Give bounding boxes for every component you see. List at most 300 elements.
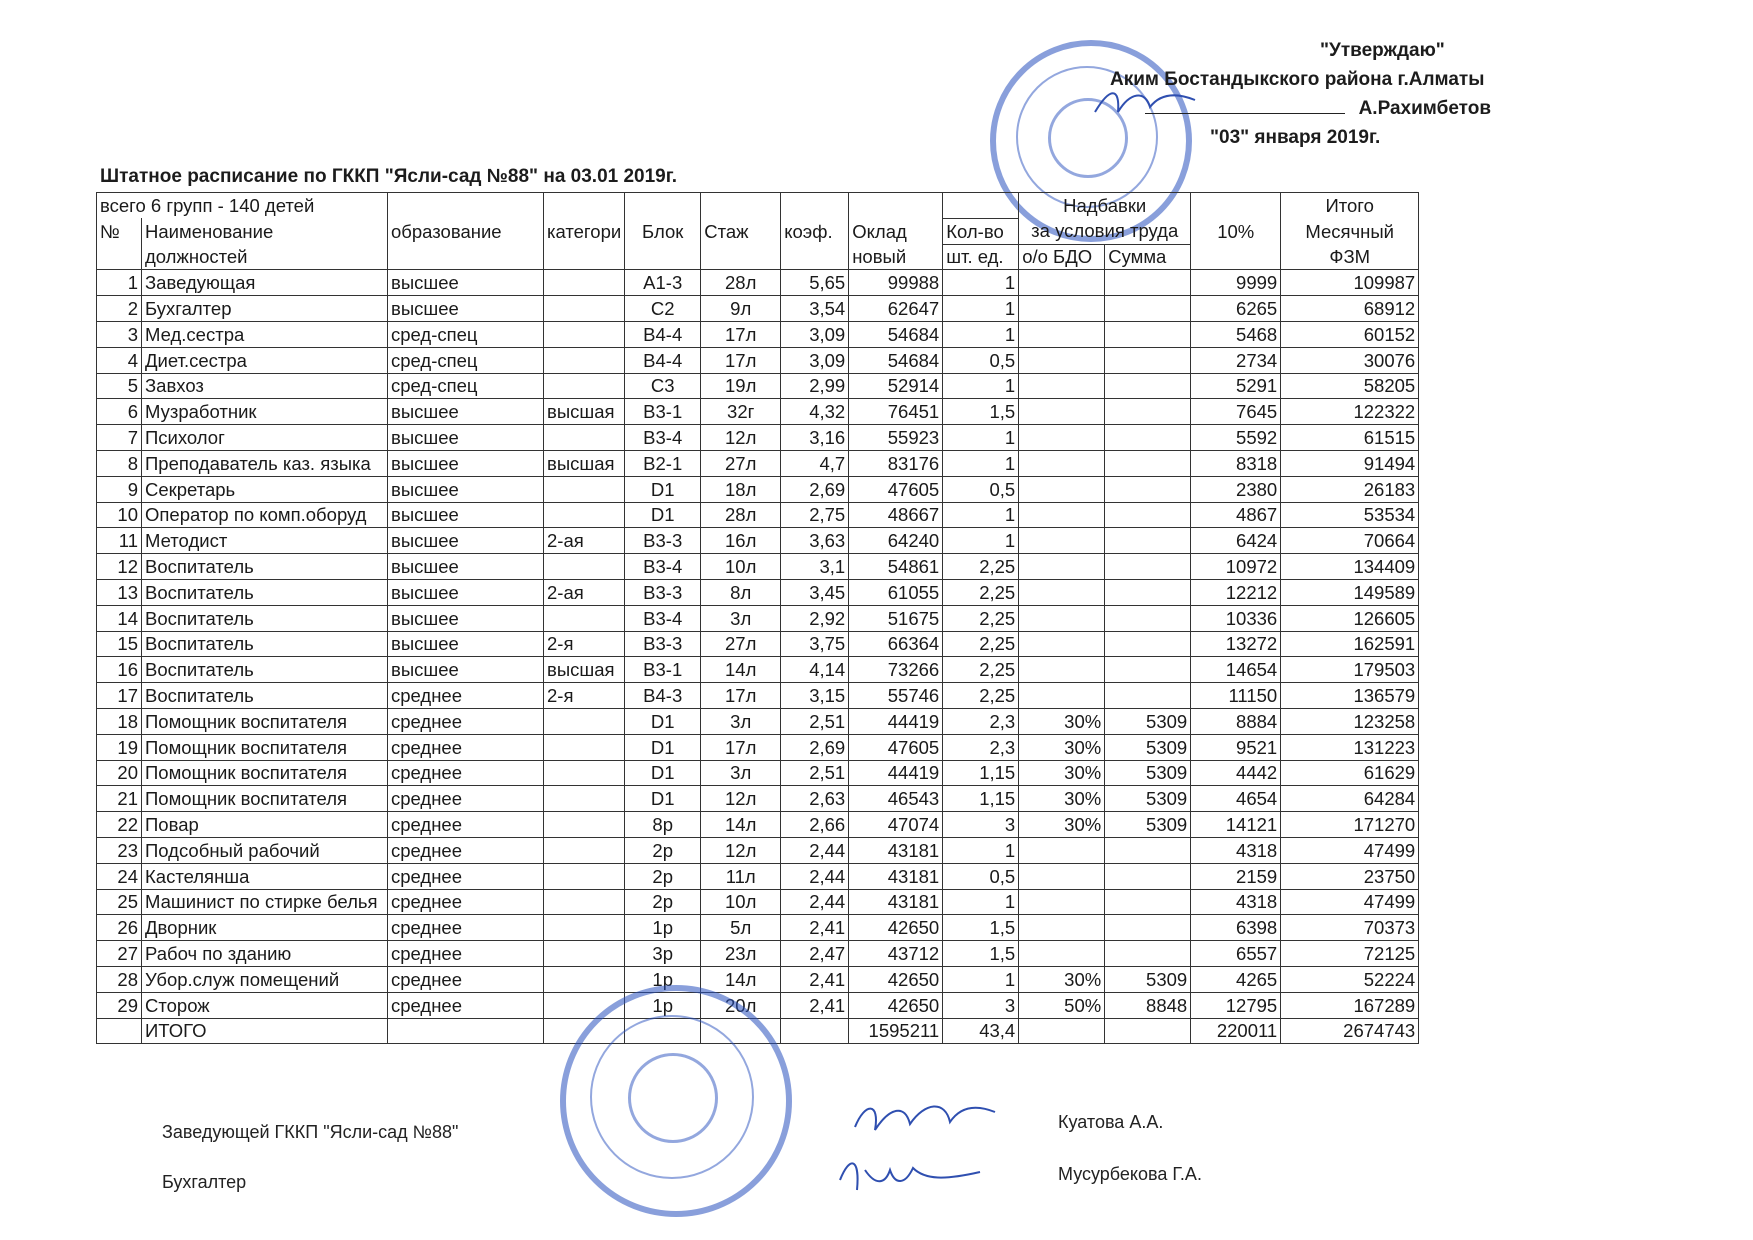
header-number: № — [97, 218, 142, 244]
education: среднее — [388, 863, 544, 889]
monthly-total: 109987 — [1281, 270, 1419, 296]
ten-percent: 12212 — [1191, 579, 1281, 605]
allowance-sum: 5309 — [1105, 812, 1191, 838]
monthly-total: 91494 — [1281, 450, 1419, 476]
coefficient: 4,7 — [781, 450, 849, 476]
block: В3-3 — [625, 631, 701, 657]
accountant-signature — [835, 1150, 985, 1200]
coefficient: 2,69 — [781, 476, 849, 502]
salary: 42650 — [849, 992, 943, 1018]
allowance-sum — [1105, 425, 1191, 451]
position-name: Воспитатель — [142, 605, 388, 631]
staff-count: 1 — [943, 425, 1019, 451]
allowance-pct — [1019, 554, 1105, 580]
monthly-total: 47499 — [1281, 889, 1419, 915]
allowance-pct — [1019, 270, 1105, 296]
education: среднее — [388, 812, 544, 838]
header-10pct: 10% — [1191, 218, 1281, 244]
table-row — [97, 399, 1419, 425]
allowance-pct — [1019, 347, 1105, 373]
staff-count: 2,25 — [943, 657, 1019, 683]
allowance-pct — [1019, 889, 1105, 915]
salary: 76451 — [849, 399, 943, 425]
category — [544, 321, 625, 347]
ten-percent: 5291 — [1191, 373, 1281, 399]
salary: 55923 — [849, 425, 943, 451]
allowance-sum — [1105, 837, 1191, 863]
salary: 43181 — [849, 837, 943, 863]
allowance-sum — [1105, 579, 1191, 605]
education: высшее — [388, 554, 544, 580]
monthly-total: 167289 — [1281, 992, 1419, 1018]
row-number: 28 — [97, 966, 142, 992]
position-name: Воспитатель — [142, 657, 388, 683]
allowance-sum — [1105, 863, 1191, 889]
staff-count: 1 — [943, 837, 1019, 863]
header-name: Наименование — [142, 218, 388, 244]
row-number: 14 — [97, 605, 142, 631]
block: В4-3 — [625, 683, 701, 709]
table-body — [97, 270, 1419, 1018]
position-name: Преподаватель каз. языка — [142, 450, 388, 476]
allowance-pct: 30% — [1019, 734, 1105, 760]
allowance-pct: 30% — [1019, 786, 1105, 812]
table-row — [97, 966, 1419, 992]
education: среднее — [388, 683, 544, 709]
header-name-line2: должностей — [142, 244, 388, 270]
coefficient: 2,51 — [781, 760, 849, 786]
table-row — [97, 889, 1419, 915]
allowance-pct — [1019, 502, 1105, 528]
row-number: 6 — [97, 399, 142, 425]
education: среднее — [388, 915, 544, 941]
staff-count: 2,25 — [943, 554, 1019, 580]
header-total-line3: ФЗМ — [1281, 244, 1419, 270]
experience: 28л — [701, 270, 781, 296]
header-allowance-sum: Сумма — [1105, 244, 1191, 270]
table-row — [97, 657, 1419, 683]
position-name: Кастелянша — [142, 863, 388, 889]
position-name: Повар — [142, 812, 388, 838]
experience: 14л — [701, 966, 781, 992]
experience: 17л — [701, 347, 781, 373]
salary: 43181 — [849, 889, 943, 915]
category — [544, 734, 625, 760]
header-row-2 — [97, 218, 1419, 244]
salary: 54684 — [849, 321, 943, 347]
category — [544, 708, 625, 734]
monthly-total: 171270 — [1281, 812, 1419, 838]
footer-accountant-title: Бухгалтер — [162, 1172, 247, 1192]
experience: 27л — [701, 450, 781, 476]
experience: 32г — [701, 399, 781, 425]
coefficient: 2,44 — [781, 889, 849, 915]
ten-percent: 5592 — [1191, 425, 1281, 451]
row-number: 26 — [97, 915, 142, 941]
ten-percent: 6424 — [1191, 528, 1281, 554]
table-row — [97, 786, 1419, 812]
staff-count: 2,25 — [943, 579, 1019, 605]
ten-percent: 5468 — [1191, 321, 1281, 347]
table-row — [97, 631, 1419, 657]
row-number: 4 — [97, 347, 142, 373]
monthly-total: 64284 — [1281, 786, 1419, 812]
coefficient: 2,99 — [781, 373, 849, 399]
row-number: 24 — [97, 863, 142, 889]
allowance-pct — [1019, 399, 1105, 425]
education: высшее — [388, 425, 544, 451]
monthly-total: 47499 — [1281, 837, 1419, 863]
education: высшее — [388, 657, 544, 683]
staff-count: 0,5 — [943, 476, 1019, 502]
monthly-total: 123258 — [1281, 708, 1419, 734]
row-number: 18 — [97, 708, 142, 734]
row-number: 20 — [97, 760, 142, 786]
experience: 16л — [701, 528, 781, 554]
salary: 46543 — [849, 786, 943, 812]
block: В3-4 — [625, 425, 701, 451]
block: В2-1 — [625, 450, 701, 476]
experience: 23л — [701, 941, 781, 967]
experience: 11л — [701, 863, 781, 889]
category — [544, 373, 625, 399]
experience: 27л — [701, 631, 781, 657]
ten-percent: 7645 — [1191, 399, 1281, 425]
monthly-total: 72125 — [1281, 941, 1419, 967]
education: среднее — [388, 837, 544, 863]
experience: 14л — [701, 657, 781, 683]
block: D1 — [625, 502, 701, 528]
row-number: 8 — [97, 450, 142, 476]
head-signature — [850, 1092, 1000, 1142]
salary: 42650 — [849, 966, 943, 992]
position-name: Диет.сестра — [142, 347, 388, 373]
category: высшая — [544, 399, 625, 425]
row-number: 19 — [97, 734, 142, 760]
allowance-sum: 5309 — [1105, 966, 1191, 992]
row-number: 11 — [97, 528, 142, 554]
allowance-pct — [1019, 941, 1105, 967]
row-number: 10 — [97, 502, 142, 528]
education: среднее — [388, 992, 544, 1018]
coefficient: 2,66 — [781, 812, 849, 838]
allowance-sum — [1105, 657, 1191, 683]
monthly-total: 70373 — [1281, 915, 1419, 941]
block: 2р — [625, 889, 701, 915]
monthly-total: 70664 — [1281, 528, 1419, 554]
block: В3-4 — [625, 605, 701, 631]
category: 2-я — [544, 683, 625, 709]
header-salary-line2: новый — [849, 244, 943, 270]
allowance-pct — [1019, 373, 1105, 399]
allowance-sum — [1105, 399, 1191, 425]
staff-count: 1 — [943, 889, 1019, 915]
approval-line1: "Утверждаю" — [1320, 40, 1445, 61]
allowance-pct — [1019, 863, 1105, 889]
allowance-sum — [1105, 270, 1191, 296]
staff-count: 1,5 — [943, 941, 1019, 967]
row-number: 1 — [97, 270, 142, 296]
coefficient: 3,16 — [781, 425, 849, 451]
coefficient: 2,92 — [781, 605, 849, 631]
allowance-sum — [1105, 554, 1191, 580]
ten-percent: 10972 — [1191, 554, 1281, 580]
ten-percent: 12795 — [1191, 992, 1281, 1018]
education: сред-спец — [388, 347, 544, 373]
ten-percent: 8318 — [1191, 450, 1281, 476]
coefficient: 2,69 — [781, 734, 849, 760]
header-salary: Оклад — [849, 218, 943, 244]
allowance-sum — [1105, 915, 1191, 941]
education: высшее — [388, 296, 544, 322]
ten-percent: 4867 — [1191, 502, 1281, 528]
category: высшая — [544, 657, 625, 683]
position-name: Сторож — [142, 992, 388, 1018]
position-name: Убор.служ помещений — [142, 966, 388, 992]
row-number: 2 — [97, 296, 142, 322]
coefficient: 2,44 — [781, 863, 849, 889]
table-row — [97, 863, 1419, 889]
row-number: 25 — [97, 889, 142, 915]
category — [544, 786, 625, 812]
category — [544, 554, 625, 580]
header-row-1 — [97, 193, 1419, 219]
category — [544, 425, 625, 451]
position-name: Оператор по комп.оборуд — [142, 502, 388, 528]
monthly-total: 134409 — [1281, 554, 1419, 580]
staff-count: 1 — [943, 296, 1019, 322]
block: D1 — [625, 708, 701, 734]
table-row — [97, 708, 1419, 734]
block: В3-3 — [625, 528, 701, 554]
table-row — [97, 579, 1419, 605]
coefficient: 2,41 — [781, 966, 849, 992]
row-number: 17 — [97, 683, 142, 709]
row-number: 7 — [97, 425, 142, 451]
coefficient: 3,09 — [781, 347, 849, 373]
allowance-sum — [1105, 296, 1191, 322]
monthly-total: 26183 — [1281, 476, 1419, 502]
block: В3-1 — [625, 399, 701, 425]
salary: 83176 — [849, 450, 943, 476]
coefficient: 3,45 — [781, 579, 849, 605]
monthly-total: 52224 — [1281, 966, 1419, 992]
staff-count: 1 — [943, 321, 1019, 347]
table-row — [97, 270, 1419, 296]
table-row — [97, 476, 1419, 502]
allowance-pct — [1019, 476, 1105, 502]
block: 1р — [625, 966, 701, 992]
allowance-sum: 5309 — [1105, 708, 1191, 734]
education: среднее — [388, 786, 544, 812]
position-name: Дворник — [142, 915, 388, 941]
monthly-total: 23750 — [1281, 863, 1419, 889]
education: высшее — [388, 631, 544, 657]
allowance-pct — [1019, 528, 1105, 554]
salary: 47605 — [849, 476, 943, 502]
coefficient: 2,41 — [781, 915, 849, 941]
table-row — [97, 502, 1419, 528]
table-row — [97, 554, 1419, 580]
header-coef: коэф. — [781, 218, 849, 244]
ten-percent: 10336 — [1191, 605, 1281, 631]
staff-count: 2,3 — [943, 734, 1019, 760]
staff-count: 1 — [943, 966, 1019, 992]
experience: 5л — [701, 915, 781, 941]
staff-count: 3 — [943, 812, 1019, 838]
monthly-total: 53534 — [1281, 502, 1419, 528]
allowance-sum — [1105, 450, 1191, 476]
ten-percent: 6398 — [1191, 915, 1281, 941]
experience: 20л — [701, 992, 781, 1018]
document-title: Штатное расписание по ГККП "Ясли-сад №88" на 03.01 2019г. — [100, 166, 678, 187]
table-row — [97, 373, 1419, 399]
table-row — [97, 915, 1419, 941]
header-allowance-pct: о/о БДО — [1019, 244, 1105, 270]
education: высшее — [388, 579, 544, 605]
coefficient: 3,15 — [781, 683, 849, 709]
footer-accountant-name: Мусурбекова Г.А. — [1058, 1164, 1202, 1184]
coefficient: 4,32 — [781, 399, 849, 425]
allowance-pct — [1019, 579, 1105, 605]
position-name: Психолог — [142, 425, 388, 451]
salary: 64240 — [849, 528, 943, 554]
approval-signature — [1090, 82, 1200, 122]
education: высшее — [388, 450, 544, 476]
monthly-total: 61629 — [1281, 760, 1419, 786]
salary: 44419 — [849, 708, 943, 734]
education: среднее — [388, 760, 544, 786]
block: 2р — [625, 837, 701, 863]
totals-total: 2674743 — [1281, 1018, 1419, 1044]
header-total-line2: Месячный — [1281, 218, 1419, 244]
row-number: 15 — [97, 631, 142, 657]
category: 2-ая — [544, 528, 625, 554]
allowance-sum — [1105, 347, 1191, 373]
salary: 73266 — [849, 657, 943, 683]
experience: 17л — [701, 321, 781, 347]
ten-percent: 13272 — [1191, 631, 1281, 657]
staff-count: 2,25 — [943, 631, 1019, 657]
header-count-line2: шт. ед. — [943, 244, 1019, 270]
allowance-pct — [1019, 915, 1105, 941]
coefficient: 3,1 — [781, 554, 849, 580]
category — [544, 889, 625, 915]
staff-count: 2,3 — [943, 708, 1019, 734]
education: сред-спец — [388, 321, 544, 347]
coefficient: 2,41 — [781, 992, 849, 1018]
ten-percent: 4654 — [1191, 786, 1281, 812]
staff-count: 0,5 — [943, 347, 1019, 373]
salary: 55746 — [849, 683, 943, 709]
position-name: Музработник — [142, 399, 388, 425]
row-number: 23 — [97, 837, 142, 863]
education: сред-спец — [388, 373, 544, 399]
header-education: образование — [388, 218, 544, 244]
education: высшее — [388, 528, 544, 554]
block: D1 — [625, 760, 701, 786]
allowance-sum: 5309 — [1105, 734, 1191, 760]
footer-head-title: Заведующей ГККП "Ясли-сад №88" — [162, 1122, 459, 1142]
coefficient: 2,63 — [781, 786, 849, 812]
experience: 19л — [701, 373, 781, 399]
approval-line2: Аким Бостандыкского района г.Алматы — [1110, 69, 1485, 90]
totals-label: ИТОГО — [142, 1018, 388, 1044]
salary: 43712 — [849, 941, 943, 967]
coefficient: 2,44 — [781, 837, 849, 863]
position-name: Мед.сестра — [142, 321, 388, 347]
coefficient: 2,47 — [781, 941, 849, 967]
block: D1 — [625, 786, 701, 812]
allowance-pct — [1019, 296, 1105, 322]
table-row — [97, 425, 1419, 451]
staff-count: 1 — [943, 502, 1019, 528]
allowance-sum — [1105, 683, 1191, 709]
monthly-total: 131223 — [1281, 734, 1419, 760]
header-category: категори — [544, 218, 625, 244]
salary: 47605 — [849, 734, 943, 760]
experience: 9л — [701, 296, 781, 322]
row-number: 27 — [97, 941, 142, 967]
category — [544, 760, 625, 786]
table-row — [97, 605, 1419, 631]
block: 1р — [625, 915, 701, 941]
header-allowance: Надбавки — [1019, 193, 1191, 219]
education: среднее — [388, 708, 544, 734]
approval-date: "03" января 2019г. — [1210, 127, 1381, 148]
staff-count: 1,15 — [943, 786, 1019, 812]
block: 3р — [625, 941, 701, 967]
block: 8р — [625, 812, 701, 838]
salary: 44419 — [849, 760, 943, 786]
position-name: Воспитатель — [142, 631, 388, 657]
allowance-pct — [1019, 321, 1105, 347]
table-row — [97, 760, 1419, 786]
experience: 10л — [701, 889, 781, 915]
allowance-sum — [1105, 605, 1191, 631]
experience: 12л — [701, 425, 781, 451]
salary: 62647 — [849, 296, 943, 322]
category — [544, 347, 625, 373]
monthly-total: 30076 — [1281, 347, 1419, 373]
allowance-sum — [1105, 476, 1191, 502]
staff-count: 1 — [943, 450, 1019, 476]
ten-percent: 2734 — [1191, 347, 1281, 373]
allowance-sum — [1105, 321, 1191, 347]
ten-percent: 9999 — [1191, 270, 1281, 296]
coefficient: 4,14 — [781, 657, 849, 683]
category: 2-ая — [544, 579, 625, 605]
education: среднее — [388, 966, 544, 992]
allowance-sum — [1105, 631, 1191, 657]
monthly-total: 60152 — [1281, 321, 1419, 347]
block: В3-4 — [625, 554, 701, 580]
allowance-sum: 5309 — [1105, 786, 1191, 812]
category — [544, 966, 625, 992]
position-name: Помощник воспитателя — [142, 734, 388, 760]
experience: 17л — [701, 734, 781, 760]
row-number: 22 — [97, 812, 142, 838]
ten-percent: 6557 — [1191, 941, 1281, 967]
allowance-sum — [1105, 502, 1191, 528]
salary: 52914 — [849, 373, 943, 399]
block: В3-1 — [625, 657, 701, 683]
experience: 17л — [701, 683, 781, 709]
staff-count: 1 — [943, 528, 1019, 554]
education: высшее — [388, 502, 544, 528]
ten-percent: 4265 — [1191, 966, 1281, 992]
coefficient: 3,54 — [781, 296, 849, 322]
